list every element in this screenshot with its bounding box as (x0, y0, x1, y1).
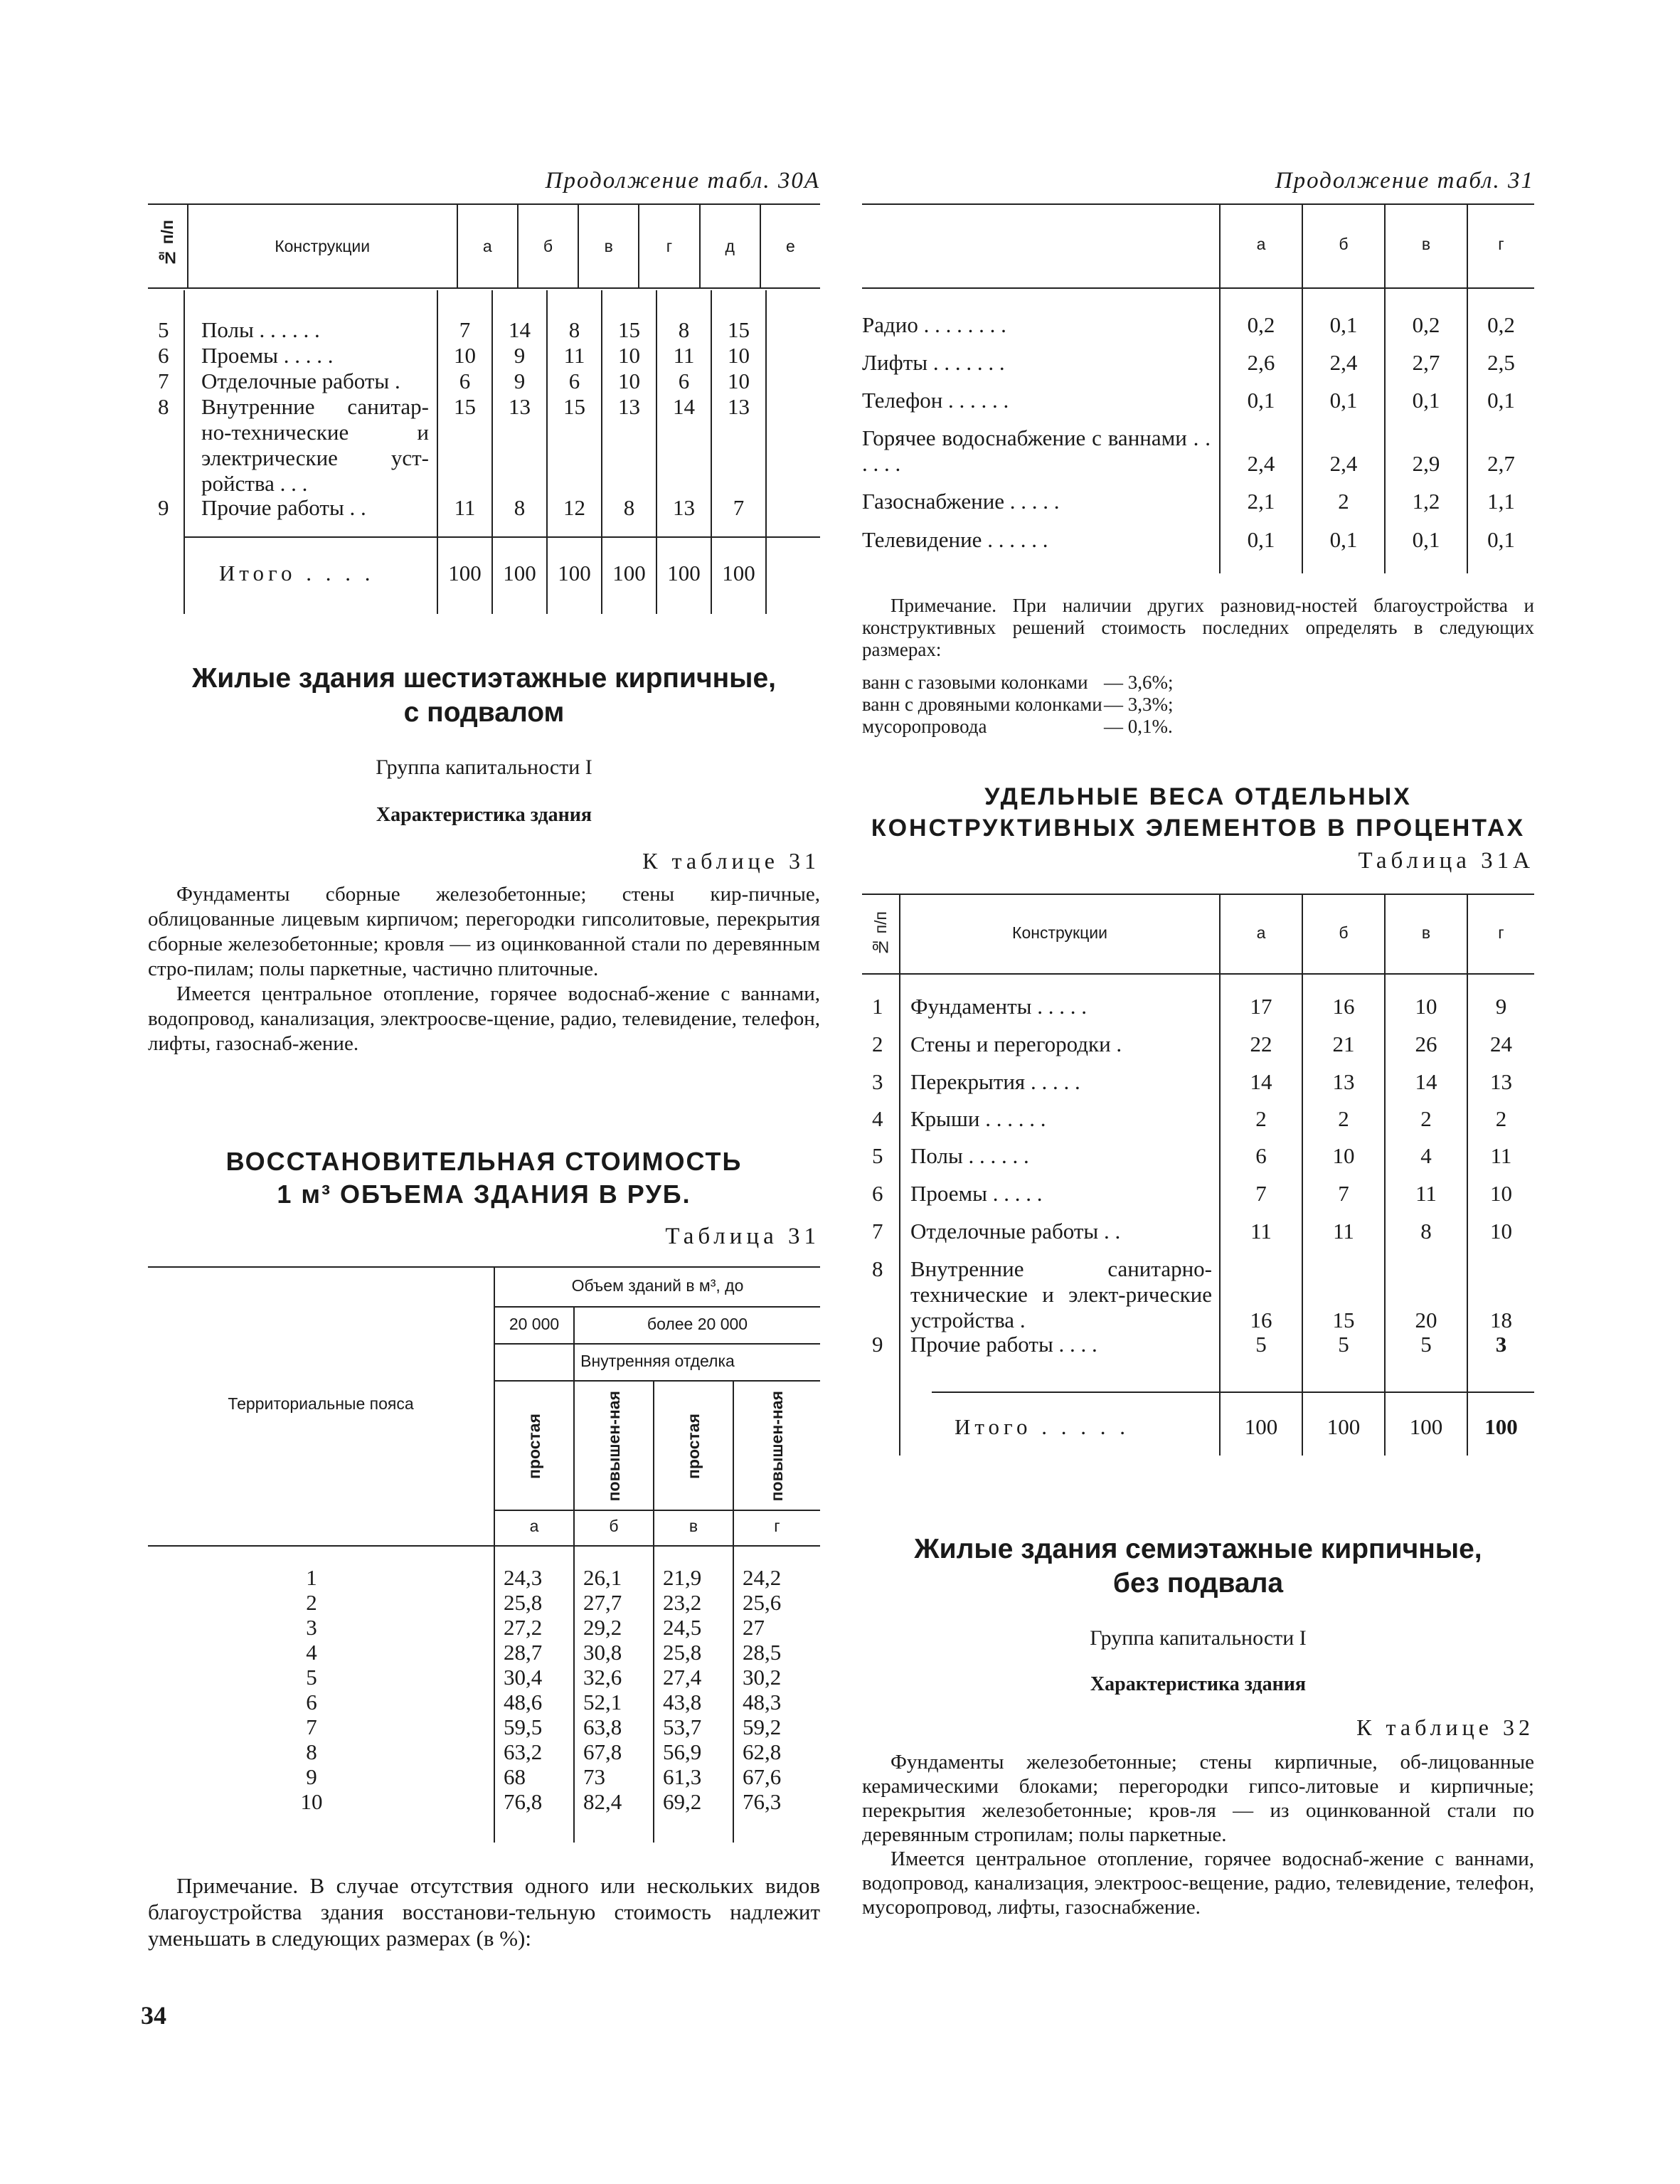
table-30a-caption: Продолжение табл. 30А (545, 168, 820, 194)
table-31-caption: Таблица 31 (665, 1224, 820, 1249)
col-header: г (774, 1517, 780, 1535)
zone-header: Территориальные пояса (228, 1394, 414, 1413)
table-30a (148, 203, 820, 289)
col-header: а (529, 1517, 539, 1535)
improved-header: повышен-ная (604, 1391, 623, 1502)
table-31a: № п/п Конструкции а б в г 1 Фундаменты . . . . . 17 16 10 9 2 Стены и перегородки . 22 21 26 24 3 Перекрытия . . . . . 14 13 14 13 4 Крыши . . . . . . 2 2 2 2 5 Полы . . . . . . 6 10 4 11 6 Проемы . . . . . 7 7 11 10 7 Отделочные работы . . 11 11 8 10 8 Внутренние санитарно-технические и элект-рические устройства . 16 15 20 18 9 Прочие работы . . . . 5 5 5 3 Итого . . . . . 100 100 100 100 (862, 894, 1534, 1456)
col-header: в (689, 1517, 698, 1535)
value-column-a: 24,3 25,8 27,2 28,7 30,4 48,6 59,5 63,2 68 76,8 (504, 1565, 543, 1814)
col-header: а (457, 204, 518, 288)
col-header: б (1339, 235, 1349, 253)
col-header: е (785, 236, 795, 255)
col-num-header: № п/п (148, 204, 188, 288)
volume-over-header: более 20 000 (647, 1315, 748, 1333)
paragraph: Фундаменты железобетонные; стены кирпичные, об-лицованные керамическими блоками; перегородки гипсо-литовые и кирпичные; перекрытия железобетонные; кров-ля — из оцинкованной стали по деревянным стропилам; полы паркетные. (862, 1751, 1534, 1846)
value-column-b: 26,1 27,7 29,2 30,8 32,6 52,1 63,8 67,8 73 82,4 (583, 1565, 622, 1814)
paragraph: Имеется центральное отопление, горячее водоснаб-жение с ваннами, водопровод, канализация, электроосве-щение, радио, телевидение, телефон, лифты, газоснаб-жение. (148, 982, 820, 1055)
section-title-line1: Жилые здания семиэтажные кирпичные, (914, 1534, 1482, 1564)
col-header: а (1256, 235, 1266, 253)
table-row: 5 Полы . . . . . . 7 14 8 15 8 15 (158, 317, 750, 342)
cost-heading: ВОССТАНОВИТЕЛЬНАЯ СТОИМОСТЬ 1 м³ ОБЪЕМА ЗДАНИЯ В РУБ. (225, 1147, 743, 1209)
simple-header: простая (684, 1414, 703, 1479)
section-title-line2: с подвалом (403, 697, 565, 728)
characteristic-text (862, 1750, 1534, 1919)
col-header: г (1498, 923, 1504, 942)
section-title-line1: Жилые здания шестиэтажные кирпичные, (192, 663, 776, 694)
building-characteristic: Характеристика здания (1090, 1673, 1307, 1695)
col-header: г (639, 204, 699, 288)
col-header: в (1421, 923, 1431, 942)
table-30a-body (148, 290, 820, 614)
col-header: в (1421, 235, 1431, 253)
building-characteristic: Характеристика здания (376, 804, 592, 826)
table-total-row: Итого . . . . 100 100 100 100 100 100 (219, 561, 755, 585)
col-construct-header: Конструкции (1012, 923, 1107, 942)
volume-header: Объем зданий в м³, до (571, 1276, 744, 1295)
col-header: д (700, 204, 760, 288)
volume-20000-header: 20 000 (509, 1315, 560, 1333)
col-header: г (1498, 235, 1504, 253)
table-row: 7 Отделочные работы . 6 9 6 10 6 10 (158, 369, 750, 393)
section-title-line2: без подвала (1112, 1568, 1284, 1599)
note-paragraph: Примечание. В случае отсутствия одного или нескольких видов благоустройства здания восстанови-тельную стоимость надлежит уменьшать в следующих размерах (в %): (148, 1873, 820, 1951)
weights-heading: УДЕЛЬНЫЕ ВЕСА ОТДЕЛЬНЫХ КОНСТРУКТИВНЫХ ЭЛЕМЕНТОВ В ПРОЦЕНТАХ (871, 783, 1526, 842)
note-item: ванн с газовыми колонками — 3,6%; (862, 672, 1174, 693)
characteristic-text (148, 882, 820, 1056)
to-table-ref: К таблице 31 (642, 848, 820, 874)
section-title (148, 662, 820, 730)
to-table-ref: К таблице 32 (1356, 1714, 1534, 1740)
col-construct-header: Конструкции (188, 204, 457, 288)
value-column-g: 24,2 25,6 27 28,5 30,2 48,3 59,2 62,8 67,6 76,3 (743, 1565, 782, 1814)
table-31a-caption: Таблица 31А (1358, 848, 1534, 874)
value-column-v: 21,9 23,2 24,5 25,8 27,4 43,8 53,7 56,9 61,3 69,2 (663, 1565, 702, 1814)
paragraph: Имеется центральное отопление, горячее водоснаб-жение с ваннами, водопровод, канализация, электроос-вещение, радио, телевидение, телефон, мусоропровод, лифты, газоснабжение. (862, 1848, 1534, 1919)
note-paragraph: Примечание. При наличии других разновид-ностей благоустройства и конструктивных решений стоимость последних определять в следующих размерах: (862, 595, 1534, 660)
capital-group: Группа капитальности I (376, 756, 592, 779)
col-header: в (578, 204, 639, 288)
note-item: ванн с дровяными колонками— 3,3%; (862, 694, 1174, 715)
note-item: мусоропровода — 0,1%. (862, 716, 1173, 737)
col-header: а (1256, 923, 1266, 942)
col-num-header: № п/п (871, 911, 890, 957)
table-row: 9 Прочие работы . . 11 8 12 8 13 7 (158, 495, 745, 520)
page-number: 34 (141, 2001, 166, 2030)
zone-column: 1 2 3 4 5 6 7 8 9 10 (300, 1565, 323, 1814)
section-title (862, 1532, 1534, 1601)
table-31-continued: а б в г Радио . . . . . . . . 0,2 0,1 0,2 0,2 Лифты . . . . . . . 2,6 2,4 2,7 2,5 Телефон . . . . . . 0,1 0,1 0,1 0,1 Горячее водоснабжение с ваннами . . . . . . 2,4 2,4 2,9 2,7 Газоснабжение . . . . . 2,1 2 1,2 1,1 Телевидение . . . . . . 0,1 0,1 0,1 0,1 (862, 203, 1534, 573)
table-row: 8 Внутренние санитар-но-технические и электрические уст-ройства . . . 15 13 15 13 14 13 (158, 394, 750, 496)
col-header: б (609, 1517, 619, 1535)
improved-header: повышен-ная (767, 1391, 786, 1502)
col-header: б (518, 204, 578, 288)
table-row: 6 Проемы . . . . . 10 9 11 10 11 10 (158, 343, 750, 368)
table-31 (148, 1266, 820, 1843)
col-header: б (1339, 923, 1349, 942)
simple-header: простая (524, 1414, 543, 1479)
table-31-cont-caption: Продолжение табл. 31 (1275, 168, 1534, 194)
capital-group: Группа капитальности I (1090, 1626, 1307, 1650)
paragraph: Фундаменты сборные железобетонные; стены кир-пичные, облицованные лицевым кирпичом; перегородки гипсолитовые, перекрытия сборные железобетонные; кровля — из оцинкованной стали по деревянным стро-пилам; полы паркетные, частично плиточные. (148, 883, 820, 980)
note-items (862, 672, 1534, 738)
finish-header: Внутренняя отделка (580, 1352, 735, 1370)
